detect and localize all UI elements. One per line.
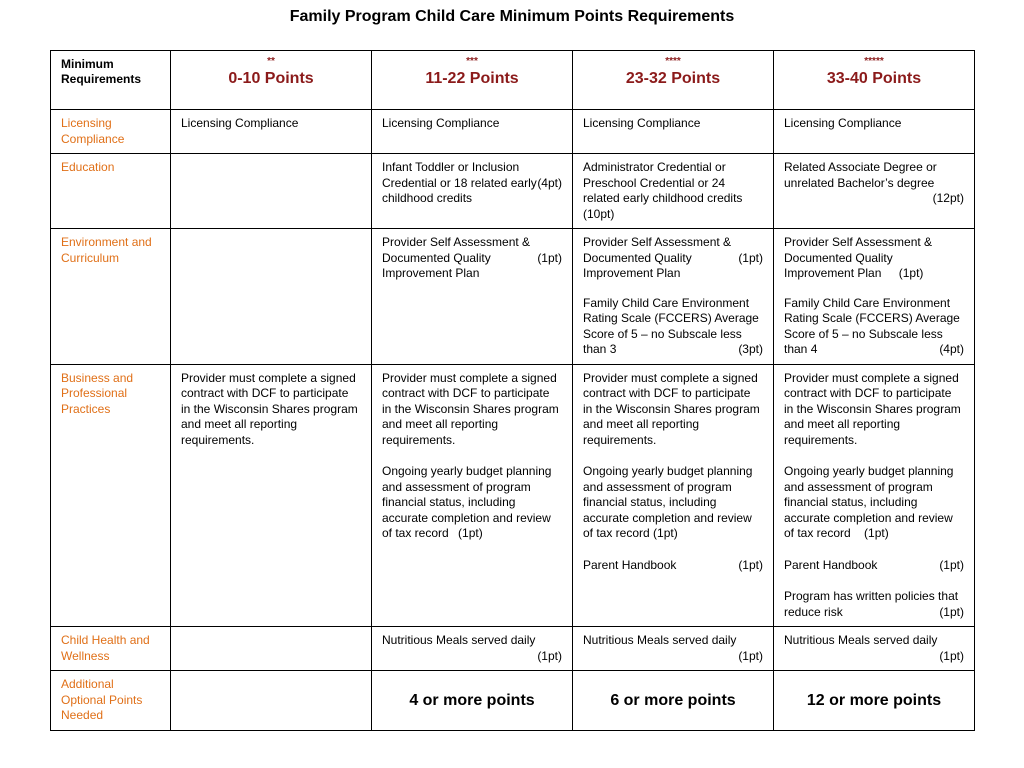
- cell-education-2: [372, 154, 573, 229]
- contract-text: Provider must complete a signed contract with DCF to participate in the Wisconsin Shares program and meet all reporting requirements.: [181, 370, 358, 447]
- handbook-text: Parent Handbook: [583, 557, 677, 572]
- self-assessment-text: Provider Self Assessment & Documented Quality Improvement Plan: [382, 235, 531, 280]
- contract-text: Provider must complete a signed contract with DCF to participate in the Wisconsin Shares program and meet all reporting requirements.: [382, 370, 559, 447]
- cell-optional-3: 6 or more points: [573, 671, 774, 731]
- cell-business-1: [171, 364, 372, 627]
- cell-licensing-2: Licensing Compliance: [372, 110, 573, 154]
- header-level-4-star: [573, 51, 774, 110]
- level-points: 23-32 Points: [625, 70, 721, 87]
- cell-health-3: [573, 627, 774, 671]
- fccers-points: (3pt): [738, 342, 763, 356]
- cell-optional-4: 12 or more points: [774, 671, 975, 731]
- row-health: [51, 627, 975, 671]
- handbook-points: (1pt): [939, 557, 964, 572]
- row-business: [51, 364, 975, 627]
- budget-points: (1pt): [458, 526, 483, 540]
- handbook-line: [583, 558, 763, 574]
- header-level-2-star: [171, 51, 372, 110]
- handbook-text: Parent Handbook: [784, 557, 878, 572]
- cell-health-2: [372, 627, 573, 671]
- cell-optional-2: 4 or more points: [372, 671, 573, 731]
- education-points: (4pt): [537, 175, 562, 190]
- cell-environment-3: [573, 229, 774, 365]
- header-row: [51, 51, 975, 110]
- row-label-environment: Environment and Curriculum: [51, 229, 171, 365]
- cell-environment-1: [171, 229, 372, 365]
- row-label-education: Education: [51, 154, 171, 229]
- cell-education-3: Administrator Credential or Preschool Credential or 24 related early childhood credits (10pt): [573, 154, 774, 229]
- cell-health-1: [171, 627, 372, 671]
- cell-licensing-1: Licensing Compliance: [171, 110, 372, 154]
- meals-points: (1pt): [939, 648, 964, 663]
- row-label-optional: Additional Optional Points Needed: [51, 671, 171, 731]
- level-stars: ****: [665, 56, 681, 67]
- handbook-points: (1pt): [738, 557, 763, 572]
- self-assessment-text: Provider Self Assessment & Documented Quality Improvement Plan: [583, 235, 732, 280]
- self-assessment-points: (1pt): [738, 250, 763, 265]
- cell-licensing-4: Licensing Compliance: [774, 110, 975, 154]
- handbook-line: [784, 558, 964, 574]
- self-assessment-points: (1pt): [537, 250, 562, 265]
- fccers-score: 3: [609, 342, 617, 356]
- header-level-3-star: [372, 51, 573, 110]
- cell-business-2: [372, 364, 573, 627]
- meals-text: Nutritious Meals served daily: [583, 633, 737, 647]
- row-education: [51, 154, 975, 229]
- self-assessment-points: (1pt): [898, 266, 924, 280]
- row-label-health: Child Health and Wellness: [51, 627, 171, 671]
- cell-education-4: [774, 154, 975, 229]
- contract-text: Provider must complete a signed contract with DCF to participate in the Wisconsin Shares program and meet all reporting requirements.: [583, 370, 760, 447]
- meals-points: (1pt): [537, 648, 562, 663]
- policies-text: Program has written policies that reduce risk: [784, 589, 959, 619]
- education-points: (12pt): [932, 191, 964, 205]
- meals-text: Nutritious Meals served daily: [382, 633, 536, 647]
- budget-points: (1pt): [864, 526, 889, 540]
- level-points: 0-10 Points: [228, 70, 314, 87]
- cell-business-4: [774, 364, 975, 627]
- budget-points: (1pt): [653, 526, 678, 540]
- header-minimum-requirements: Minimum Requirements: [51, 51, 171, 110]
- cell-education-1: [171, 154, 372, 229]
- row-licensing: [51, 110, 975, 154]
- cell-health-4: [774, 627, 975, 671]
- contract-text: Provider must complete a signed contract with DCF to participate in the Wisconsin Shares program and meet all reporting requirements.: [784, 370, 961, 447]
- level-stars: **: [267, 56, 275, 67]
- budget-text: Ongoing yearly budget planning and assessment of program financial status, including accurate completion and review of tax record: [583, 464, 753, 540]
- row-optional: [51, 671, 975, 731]
- fccers-text: Family Child Care Environment Rating Scale (FCCERS) Average Score of 5 – no Subscale less than: [583, 295, 759, 356]
- header-level-5-star: [774, 51, 975, 110]
- meals-points: (1pt): [738, 648, 763, 663]
- page-title: Family Program Child Care Minimum Points Requirements: [289, 8, 735, 25]
- self-assessment-text: Provider Self Assessment & Documented Quality Improvement Plan: [784, 235, 933, 280]
- level-points: 33-40 Points: [826, 70, 922, 87]
- level-stars: *****: [864, 56, 884, 67]
- budget-text: Ongoing yearly budget planning and assessment of program financial status, including accurate completion and review of tax record: [382, 464, 552, 540]
- cell-licensing-3: Licensing Compliance: [573, 110, 774, 154]
- fccers-points: (4pt): [939, 342, 964, 356]
- row-label-business: Business and Professional Practices: [51, 364, 171, 627]
- cell-environment-2: [372, 229, 573, 365]
- row-label-licensing: Licensing Compliance: [51, 110, 171, 154]
- cell-environment-4: [774, 229, 975, 365]
- fccers-score: 4: [810, 342, 818, 356]
- policies-points: (1pt): [939, 604, 964, 619]
- meals-text: Nutritious Meals served daily: [784, 633, 938, 647]
- level-points: 11-22 Points: [425, 70, 519, 87]
- fccers-text: Family Child Care Environment Rating Scale (FCCERS) Average Score of 5 – no Subscale less than: [784, 295, 960, 356]
- row-environment: [51, 229, 975, 365]
- education-text: Related Associate Degree or unrelated Bachelor’s degree: [784, 160, 937, 190]
- budget-text: Ongoing yearly budget planning and assessment of program financial status, including accurate completion and review of tax record: [784, 464, 954, 540]
- cell-optional-1: [171, 671, 372, 731]
- level-stars: ***: [466, 56, 478, 67]
- cell-business-3: [573, 364, 774, 627]
- requirements-table: [50, 50, 975, 731]
- education-text: Infant Toddler or Inclusion Credential or 18 related early childhood credits: [382, 160, 537, 205]
